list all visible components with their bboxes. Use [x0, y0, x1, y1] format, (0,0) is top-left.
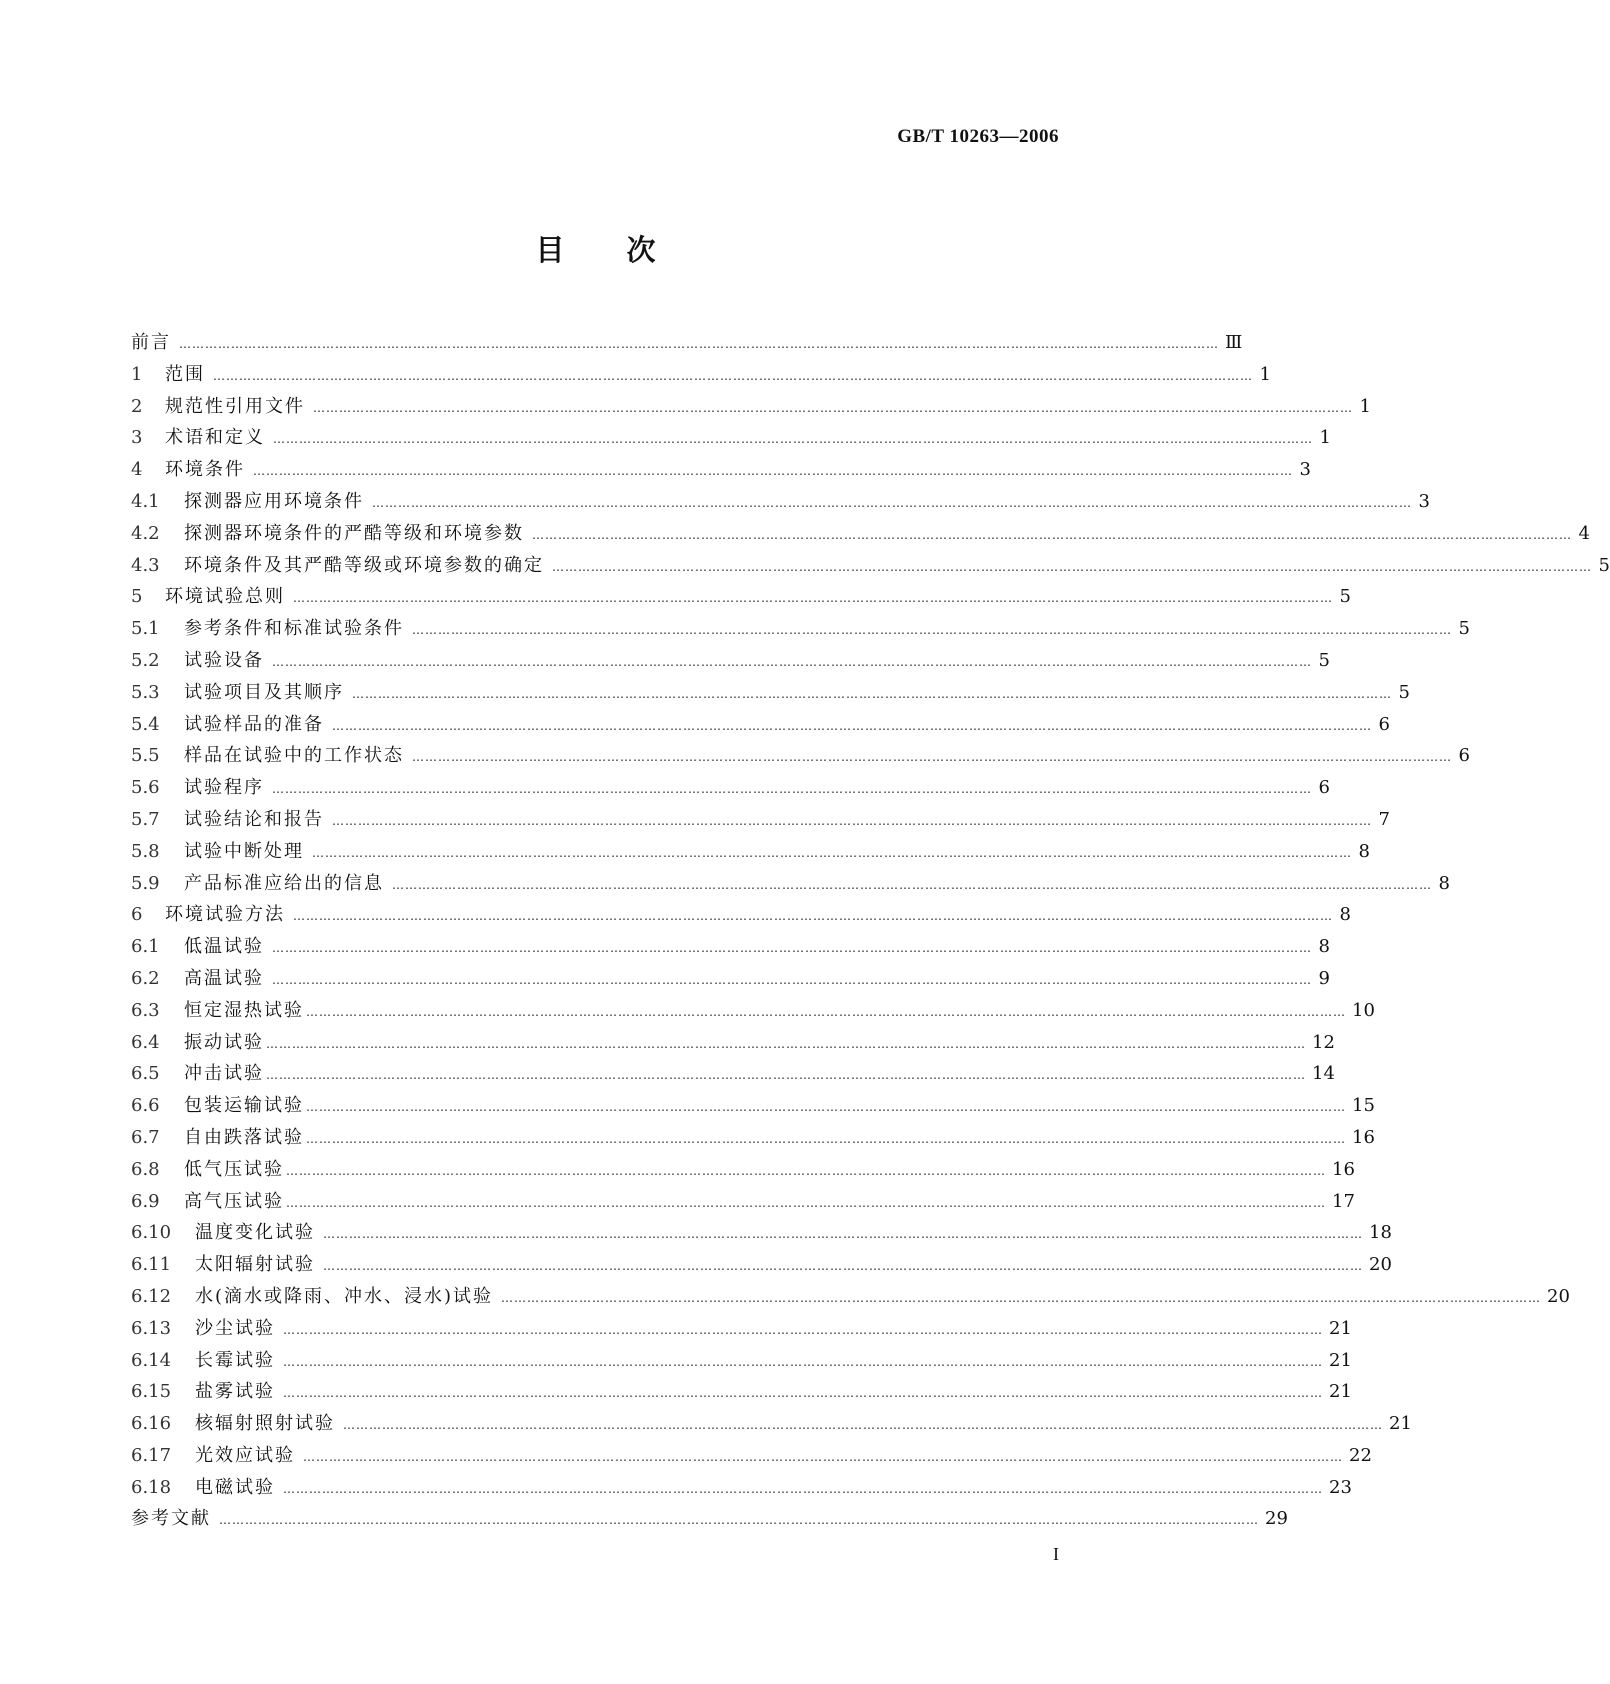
toc-entry-number: 6.13 [131, 1317, 172, 1339]
toc-entry[interactable] [131, 614, 1470, 646]
toc-entry-number: 6.12 [131, 1285, 172, 1307]
toc-dot-leader: …………………………………………………………………………………………………………………………………………………………………………………………………………………… [372, 495, 1412, 510]
toc-dot-leader: …………………………………………………………………………………………………………………………………………………………………………………………………………………… [283, 1386, 1323, 1401]
toc-entry-number: 6.18 [131, 1476, 172, 1498]
toc-dot-leader: …………………………………………………………………………………………………………………………………………………………………………………………………………………… [253, 464, 1293, 479]
toc-entry[interactable] [131, 1473, 1352, 1505]
toc-dot-leader: …………………………………………………………………………………………………………………………………………………………………………………………………………………… [412, 623, 1452, 638]
toc-entry-page: 21 [1389, 1413, 1412, 1435]
toc-entry[interactable] [131, 837, 1370, 869]
toc-entry[interactable] [131, 964, 1330, 996]
toc-entry-number: 6.10 [131, 1222, 172, 1244]
toc-dot-leader: …………………………………………………………………………………………………………………………………………………………………………………………………………………… [219, 1513, 1259, 1528]
toc-entry-number: 3 [131, 427, 143, 449]
toc-entry-page: 22 [1349, 1444, 1372, 1466]
toc-entry[interactable] [131, 455, 1311, 487]
toc-entry-page: 5 [1318, 649, 1330, 671]
toc-entry-number: 5.8 [131, 840, 160, 862]
toc-entry-page: 5 [1398, 681, 1410, 703]
toc-entry-label: 试验程序 [184, 777, 264, 799]
toc-entry-page: 5 [1458, 618, 1470, 640]
toc-entry-label: 水(滴水或降雨、冲水、浸水)试验 [195, 1285, 494, 1307]
toc-dot-leader: …………………………………………………………………………………………………………………………………………………………………………………………………………………… [179, 337, 1219, 351]
toc-entry-label: 恒定湿热试验 [184, 999, 304, 1021]
toc-entry-label: 自由跌落试验 [184, 1126, 304, 1148]
toc-dot-leader: …………………………………………………………………………………………………………………………………………………………………………………………………………………… [293, 909, 1333, 924]
toc-entry-page: 8 [1339, 904, 1351, 926]
toc-dot-leader: …………………………………………………………………………………………………………………………………………………………………………………………………………………… [283, 1354, 1323, 1369]
toc-entry-number: 6.8 [131, 1158, 160, 1180]
toc-entry-number: 6.16 [131, 1413, 172, 1435]
toc-entry-label: 电磁试验 [195, 1476, 275, 1498]
toc-entry[interactable] [131, 1187, 1355, 1219]
toc-entry-page: 3 [1299, 459, 1311, 481]
toc-entry-number: 6.9 [131, 1190, 160, 1212]
toc-entry[interactable] [131, 805, 1390, 837]
table-of-contents [131, 328, 1610, 1536]
toc-dot-leader: …………………………………………………………………………………………………………………………………………………………………………………………………………………… [273, 432, 1313, 447]
toc-entry-page: 21 [1329, 1381, 1352, 1403]
toc-entry-label: 冲击试验 [184, 1063, 264, 1085]
toc-entry-page: 17 [1332, 1190, 1355, 1212]
toc-entry[interactable] [131, 1377, 1352, 1409]
toc-entry-label: 高温试验 [184, 967, 264, 989]
toc-entry[interactable] [131, 646, 1330, 678]
toc-entry-page: 21 [1329, 1349, 1352, 1371]
toc-entry[interactable] [131, 582, 1351, 614]
toc-entry-label: 样品在试验中的工作状态 [184, 745, 404, 767]
page-title: 目次 [535, 233, 718, 267]
toc-entry-number: 5 [131, 586, 143, 608]
toc-entry[interactable] [131, 678, 1410, 710]
toc-entry-label: 试验项目及其顺序 [184, 681, 344, 703]
toc-entry-page: 6 [1318, 777, 1330, 799]
toc-entry-label: 长霉试验 [195, 1349, 275, 1371]
toc-entry-number: 5.1 [131, 618, 160, 640]
toc-entry-page: Ⅲ [1225, 332, 1243, 353]
toc-entry[interactable] [131, 869, 1450, 901]
toc-dot-leader: …………………………………………………………………………………………………………………………………………………………………………………………………………………… [352, 686, 1392, 701]
toc-entry-label: 范围 [165, 363, 205, 385]
toc-dot-leader: …………………………………………………………………………………………………………………………………………………………………………………………………………………… [293, 591, 1333, 606]
toc-entry[interactable] [131, 1504, 1288, 1536]
toc-entry-number: 2 [131, 395, 143, 417]
toc-entry-label: 术语和定义 [165, 427, 265, 449]
toc-entry-label: 光效应试验 [195, 1444, 295, 1466]
toc-entry[interactable] [131, 392, 1371, 424]
toc-entry-page: 9 [1318, 967, 1330, 989]
toc-entry[interactable] [131, 1155, 1355, 1187]
toc-entry[interactable] [131, 773, 1330, 805]
toc-entry-label: 参考条件和标准试验条件 [184, 618, 404, 640]
toc-entry-number: 5.9 [131, 872, 160, 894]
toc-entry-page: 23 [1329, 1476, 1352, 1498]
toc-entry-label: 低温试验 [184, 936, 264, 958]
toc-dot-leader: …………………………………………………………………………………………………………………………………………………………………………………………………………………… [313, 400, 1353, 415]
toc-entry-number: 5.4 [131, 713, 160, 735]
toc-entry[interactable] [131, 360, 1271, 392]
toc-entry[interactable] [131, 1314, 1352, 1346]
toc-entry-page: 15 [1352, 1095, 1375, 1117]
toc-entry-number: 5.5 [131, 745, 160, 767]
toc-entry-label: 试验样品的准备 [184, 713, 324, 735]
toc-entry[interactable] [131, 741, 1470, 773]
toc-entry-label: 核辐射照射试验 [195, 1413, 335, 1435]
toc-entry-page: 5 [1339, 586, 1351, 608]
toc-dot-leader: …………………………………………………………………………………………………………………………………………………………………………………………………………………… [283, 1481, 1323, 1496]
toc-entry-page: 20 [1547, 1285, 1570, 1307]
toc-entry-page: 16 [1332, 1158, 1355, 1180]
toc-dot-leader: …………………………………………………………………………………………………………………………………………………………………………………………………………………… [266, 1036, 1306, 1051]
toc-entry-label: 包装运输试验 [184, 1095, 304, 1117]
toc-dot-leader: …………………………………………………………………………………………………………………………………………………………………………………………………………………… [323, 1227, 1363, 1242]
toc-entry[interactable] [131, 1091, 1375, 1123]
toc-dot-leader: …………………………………………………………………………………………………………………………………………………………………………………………………………………… [306, 1100, 1346, 1115]
toc-entry-label: 温度变化试验 [195, 1222, 315, 1244]
toc-entry-label: 前言 [131, 332, 171, 353]
toc-entry-page: 21 [1329, 1317, 1352, 1339]
toc-dot-leader: …………………………………………………………………………………………………………………………………………………………………………………………………………………… [332, 813, 1372, 828]
toc-entry[interactable] [131, 1218, 1392, 1250]
toc-dot-leader: …………………………………………………………………………………………………………………………………………………………………………………………………………………… [213, 368, 1253, 383]
toc-entry-label: 环境试验总则 [165, 586, 285, 608]
toc-entry-label: 沙尘试验 [195, 1317, 275, 1339]
toc-entry-number: 5.3 [131, 681, 160, 703]
toc-entry[interactable] [131, 328, 1243, 360]
toc-entry-number: 4 [131, 459, 143, 481]
toc-entry[interactable] [131, 487, 1430, 519]
toc-entry-page: 7 [1378, 808, 1390, 830]
toc-entry-label: 探测器环境条件的严酷等级和环境参数 [184, 522, 524, 544]
toc-entry-label: 振动试验 [184, 1031, 264, 1053]
toc-dot-leader: …………………………………………………………………………………………………………………………………………………………………………………………………………………… [266, 1068, 1306, 1083]
toc-entry-label: 环境条件及其严酷等级或环境参数的确定 [184, 554, 544, 576]
toc-entry-label: 试验设备 [184, 649, 264, 671]
toc-entry-label: 盐雾试验 [195, 1381, 275, 1403]
toc-entry-number: 4.3 [131, 554, 160, 576]
toc-entry-page: 14 [1312, 1063, 1335, 1085]
toc-dot-leader: …………………………………………………………………………………………………………………………………………………………………………………………………………………… [306, 1131, 1346, 1146]
toc-entry-number: 5.6 [131, 777, 160, 799]
toc-entry-page: 29 [1265, 1508, 1288, 1530]
toc-entry-page: 8 [1318, 936, 1330, 958]
toc-dot-leader: …………………………………………………………………………………………………………………………………………………………………………………………………………………… [332, 718, 1372, 733]
toc-dot-leader: …………………………………………………………………………………………………………………………………………………………………………………………………………………… [272, 782, 1312, 797]
toc-entry-label: 试验结论和报告 [184, 808, 324, 830]
toc-dot-leader: …………………………………………………………………………………………………………………………………………………………………………………………………………………… [532, 527, 1572, 542]
toc-dot-leader: …………………………………………………………………………………………………………………………………………………………………………………………………………………… [286, 1195, 1326, 1210]
toc-entry-page: 16 [1352, 1126, 1375, 1148]
toc-entry-number: 4.2 [131, 522, 160, 544]
page-number: I [1053, 1544, 1059, 1564]
toc-entry-number: 5.2 [131, 649, 160, 671]
toc-entry-page: 1 [1319, 427, 1331, 449]
toc-entry-number: 4.1 [131, 490, 160, 512]
toc-entry[interactable] [131, 1282, 1570, 1314]
toc-entry-page: 6 [1458, 745, 1470, 767]
toc-entry-number: 6.4 [131, 1031, 160, 1053]
toc-entry[interactable] [131, 519, 1590, 551]
toc-entry-label: 规范性引用文件 [165, 395, 305, 417]
toc-entry[interactable] [131, 1441, 1372, 1473]
toc-entry-page: 8 [1438, 872, 1450, 894]
toc-entry[interactable] [131, 1250, 1392, 1282]
toc-entry-number: 6.17 [131, 1444, 172, 1466]
toc-dot-leader: …………………………………………………………………………………………………………………………………………………………………………………………………………………… [552, 559, 1592, 574]
toc-entry-number: 6.2 [131, 967, 160, 989]
toc-entry-page: 4 [1578, 522, 1590, 544]
standard-code: GB/T 10263—2006 [897, 126, 1059, 147]
toc-entry[interactable] [131, 1409, 1412, 1441]
toc-entry[interactable] [131, 932, 1330, 964]
toc-entry-label: 探测器应用环境条件 [184, 490, 364, 512]
toc-entry-label: 高气压试验 [184, 1190, 284, 1212]
toc-entry[interactable] [131, 423, 1331, 455]
toc-dot-leader: …………………………………………………………………………………………………………………………………………………………………………………………………………………… [272, 972, 1312, 987]
toc-entry-label: 产品标准应给出的信息 [184, 872, 384, 894]
toc-entry-number: 6.7 [131, 1126, 160, 1148]
toc-entry-number: 6.6 [131, 1095, 160, 1117]
toc-entry-page: 6 [1378, 713, 1390, 735]
toc-dot-leader: …………………………………………………………………………………………………………………………………………………………………………………………………………………… [303, 1449, 1343, 1464]
toc-entry[interactable] [131, 551, 1610, 583]
toc-dot-leader: …………………………………………………………………………………………………………………………………………………………………………………………………………………… [501, 1290, 1542, 1305]
toc-dot-leader: …………………………………………………………………………………………………………………………………………………………………………………………………………………… [283, 1322, 1323, 1337]
toc-dot-leader: …………………………………………………………………………………………………………………………………………………………………………………………………………………… [392, 877, 1432, 892]
toc-entry-page: 1 [1359, 395, 1371, 417]
toc-entry-page: 8 [1358, 840, 1370, 862]
toc-entry-number: 6.5 [131, 1063, 160, 1085]
toc-entry-number: 6.11 [131, 1254, 172, 1276]
toc-entry-number: 6.1 [131, 936, 160, 958]
toc-entry-label: 太阳辐射试验 [195, 1254, 315, 1276]
toc-entry[interactable] [131, 900, 1351, 932]
toc-dot-leader: …………………………………………………………………………………………………………………………………………………………………………………………………………………… [312, 845, 1352, 860]
toc-dot-leader: …………………………………………………………………………………………………………………………………………………………………………………………………………………… [343, 1418, 1383, 1433]
toc-entry-page: 3 [1418, 490, 1430, 512]
toc-entry-label: 环境试验方法 [165, 904, 285, 926]
toc-dot-leader: …………………………………………………………………………………………………………………………………………………………………………………………………………………… [323, 1259, 1363, 1274]
toc-entry-number: 6 [131, 904, 143, 926]
toc-entry-page: 10 [1352, 999, 1375, 1021]
toc-entry-label: 环境条件 [165, 459, 245, 481]
toc-entry-page: 5 [1598, 554, 1610, 576]
toc-entry[interactable] [131, 710, 1390, 742]
toc-entry-page: 1 [1259, 363, 1271, 385]
toc-entry-number: 6.3 [131, 999, 160, 1021]
toc-dot-leader: …………………………………………………………………………………………………………………………………………………………………………………………………………………… [272, 654, 1312, 669]
toc-entry-number: 6.15 [131, 1381, 172, 1403]
toc-entry-number: 5.7 [131, 808, 160, 830]
toc-entry-label: 低气压试验 [184, 1158, 284, 1180]
toc-dot-leader: …………………………………………………………………………………………………………………………………………………………………………………………………………………… [306, 1004, 1346, 1019]
toc-entry[interactable] [131, 1059, 1335, 1091]
toc-entry-page: 20 [1369, 1254, 1392, 1276]
toc-entry-page: 12 [1312, 1031, 1335, 1053]
toc-dot-leader: …………………………………………………………………………………………………………………………………………………………………………………………………………………… [272, 941, 1312, 956]
toc-entry-page: 18 [1369, 1222, 1392, 1244]
toc-dot-leader: …………………………………………………………………………………………………………………………………………………………………………………………………………………… [286, 1163, 1326, 1178]
toc-entry[interactable] [131, 996, 1375, 1028]
toc-entry-number: 6.14 [131, 1349, 172, 1371]
toc-dot-leader: …………………………………………………………………………………………………………………………………………………………………………………………………………………… [412, 750, 1452, 765]
toc-entry[interactable] [131, 1028, 1335, 1060]
toc-entry-label: 参考文献 [131, 1508, 211, 1530]
toc-entry[interactable] [131, 1123, 1375, 1155]
toc-entry[interactable] [131, 1346, 1352, 1378]
toc-entry-label: 试验中断处理 [184, 840, 304, 862]
toc-entry-number: 1 [131, 363, 143, 385]
